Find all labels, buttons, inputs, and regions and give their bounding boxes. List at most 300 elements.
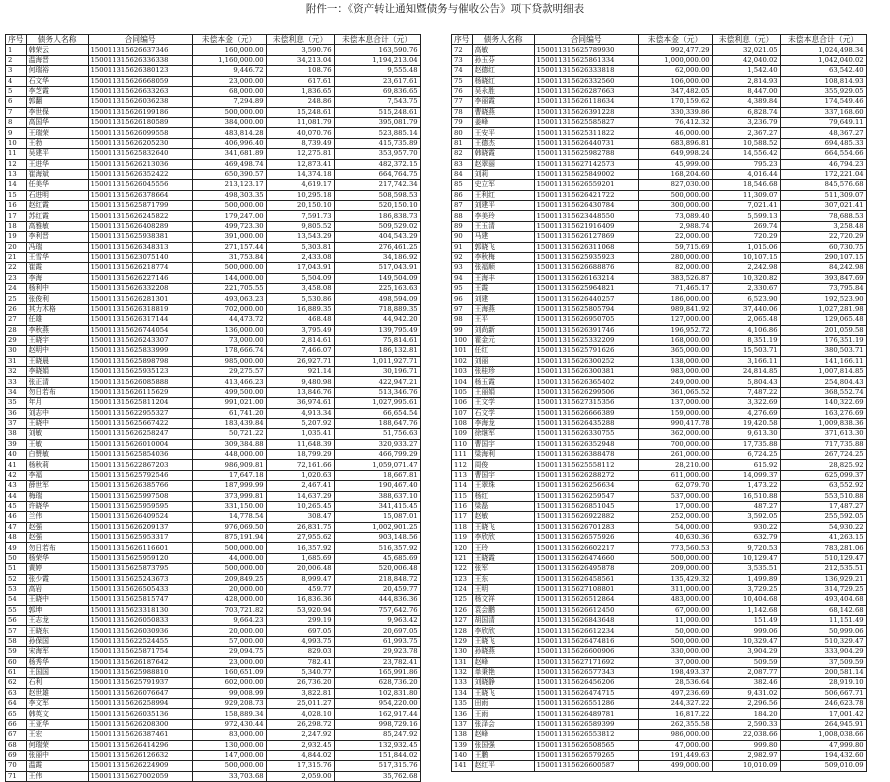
cell-contract: 150011315626391746 <box>534 325 638 335</box>
cell-interest: 9,480.98 <box>266 377 334 387</box>
cell-contract: 150011315622955327 <box>88 408 192 418</box>
cell-principal: 67,000.00 <box>638 605 712 615</box>
cell-debtor: 何瑞裕 <box>26 66 88 76</box>
cell-debtor: 霍金元 <box>472 335 534 345</box>
cell-total: 320,933.27 <box>334 439 420 449</box>
cell-interest: 829.03 <box>266 647 334 657</box>
table-row <box>452 616 867 626</box>
cell-contract: 150011315626456206 <box>534 678 638 688</box>
cell-debtor: 石文华 <box>26 76 88 86</box>
cell-no: 5 <box>6 86 27 96</box>
cell-principal: 448,000.00 <box>192 450 266 460</box>
cell-no: 6 <box>6 97 27 107</box>
cell-interest: 18,799.29 <box>266 450 334 460</box>
table-row <box>6 263 421 273</box>
cell-total: 3,258.48 <box>780 221 866 231</box>
table-row <box>6 169 421 179</box>
cell-principal: 493,063.23 <box>192 294 266 304</box>
cell-total: 783,281.06 <box>780 543 866 553</box>
cell-no: 46 <box>6 512 27 522</box>
cell-contract: 150011315625833999 <box>88 346 192 356</box>
cell-no: 97 <box>452 304 473 314</box>
cell-contract: 150011315625854036 <box>88 450 192 460</box>
cell-total: 493,404.68 <box>780 595 866 605</box>
cell-debtor: 赵德红 <box>472 66 534 76</box>
cell-debtor: 徐继军 <box>472 429 534 439</box>
table-row <box>6 66 421 76</box>
cell-principal: 186,000.00 <box>638 294 712 304</box>
cell-no: 31 <box>6 356 27 366</box>
cell-principal: 341,681.89 <box>192 149 266 159</box>
cell-interest: 16,889.35 <box>266 304 334 314</box>
cell-no: 28 <box>6 325 27 335</box>
table-row <box>452 408 867 418</box>
cell-contract: 150011315626589399 <box>534 719 638 729</box>
cell-no: 86 <box>452 190 473 200</box>
cell-no: 56 <box>6 616 27 626</box>
cell-interest: 12,873.41 <box>266 159 334 169</box>
cell-no: 82 <box>452 149 473 159</box>
cell-contract: 150011315626299506 <box>534 387 638 397</box>
cell-contract: 150011315623318130 <box>88 605 192 615</box>
cell-interest: 1,015.06 <box>712 242 780 252</box>
cell-interest: 3,592.05 <box>712 512 780 522</box>
cell-principal: 198,493.37 <box>638 667 712 677</box>
cell-no: 101 <box>452 346 473 356</box>
cell-debtor: 苏红霞 <box>26 211 88 221</box>
cell-no: 3 <box>6 66 27 76</box>
cell-total: 34,186.92 <box>334 252 420 262</box>
cell-principal: 650,390.57 <box>192 169 266 179</box>
cell-debtor: 高岩 <box>26 584 88 594</box>
table-row <box>6 761 421 771</box>
table-row <box>452 180 867 190</box>
cell-total: 108,814.93 <box>780 76 866 86</box>
cell-total: 482,372.15 <box>334 159 420 169</box>
cell-contract: 150011315626259547 <box>534 491 638 501</box>
cell-interest: 13,846.76 <box>266 387 334 397</box>
cell-contract: 150011315626474715 <box>534 688 638 698</box>
table-row <box>452 45 867 55</box>
cell-contract: 150011315625982788 <box>534 149 638 159</box>
cell-no: 117 <box>452 512 473 522</box>
cell-principal: 1,160,000.00 <box>192 55 266 65</box>
cell-total: 37,509.59 <box>780 657 866 667</box>
cell-no: 130 <box>452 647 473 657</box>
cell-total: 176,351.19 <box>780 335 866 345</box>
cell-no: 137 <box>452 719 473 729</box>
table-row <box>6 273 421 283</box>
cell-debtor: 冯瑞 <box>26 242 88 252</box>
cell-principal: 31,753.84 <box>192 252 266 262</box>
cell-contract: 150011315626414296 <box>88 740 192 750</box>
cell-principal: 483,000.00 <box>638 595 712 605</box>
cell-principal: 611,000.00 <box>638 470 712 480</box>
table-row <box>6 574 421 584</box>
cell-principal: 138,000.00 <box>638 356 712 366</box>
cell-total: 188,647.76 <box>334 418 420 428</box>
cell-total: 174,549.46 <box>780 97 866 107</box>
cell-total: 508,598.53 <box>334 190 420 200</box>
cell-total: 510,329.47 <box>780 636 866 646</box>
cell-no: 84 <box>452 169 473 179</box>
cell-interest: 8,739.49 <box>266 138 334 148</box>
cell-contract: 150011315626099558 <box>88 128 192 138</box>
cell-contract: 150011315626224909 <box>88 761 192 771</box>
cell-debtor: 田雨 <box>472 699 534 709</box>
cell-no: 27 <box>6 315 27 325</box>
cell-debtor: 王伟 <box>26 771 88 781</box>
table-row <box>452 356 867 366</box>
cell-no: 68 <box>6 740 27 750</box>
table-row <box>452 450 867 460</box>
header-interest: 未偿利息（元） <box>266 35 334 45</box>
cell-debtor: 周俊 <box>472 460 534 470</box>
cell-debtor: 刘晓静 <box>472 678 534 688</box>
cell-contract: 150011315626318819 <box>88 304 192 314</box>
cell-no: 122 <box>452 564 473 574</box>
cell-debtor: 李芝霞 <box>26 86 88 96</box>
header-debtor: 债务人名称 <box>472 35 534 45</box>
cell-debtor: 杨秋莉 <box>26 460 88 470</box>
cell-no: 67 <box>6 730 27 740</box>
cell-no: 40 <box>6 450 27 460</box>
cell-no: 2 <box>6 55 27 65</box>
header-debtor: 债务人名称 <box>26 35 88 45</box>
cell-principal: 347,482.05 <box>638 86 712 96</box>
cell-debtor: 王晓霞 <box>472 553 534 563</box>
cell-total: 44,942.20 <box>334 315 420 325</box>
cell-interest: 509.59 <box>712 657 780 667</box>
cell-principal: 990,417.78 <box>638 418 712 428</box>
cell-no: 104 <box>452 377 473 387</box>
cell-no: 50 <box>6 553 27 563</box>
cell-contract: 150011315626287663 <box>534 86 638 96</box>
table-row <box>452 501 867 511</box>
cell-contract: 150011315626474660 <box>534 553 638 563</box>
cell-interest: 248.86 <box>266 97 334 107</box>
table-row <box>452 128 867 138</box>
cell-interest: 308.47 <box>266 512 334 522</box>
cell-contract: 150011315626332560 <box>534 76 638 86</box>
cell-total: 264,945.91 <box>780 719 866 729</box>
cell-principal: 9,446.72 <box>192 66 266 76</box>
cell-interest: 2,467.41 <box>266 481 334 491</box>
cell-no: 134 <box>452 688 473 698</box>
cell-interest: 11,309.07 <box>712 190 780 200</box>
cell-interest: 53,920.94 <box>266 605 334 615</box>
cell-principal: 196,952.72 <box>638 325 712 335</box>
cell-principal: 602,000.00 <box>192 678 266 688</box>
cell-interest: 16,836.36 <box>266 595 334 605</box>
cell-contract: 150011315625935923 <box>534 252 638 262</box>
cell-total: 61,993.75 <box>334 636 420 646</box>
cell-debtor: 王晓晨 <box>26 356 88 366</box>
cell-no: 59 <box>6 647 27 657</box>
cell-no: 20 <box>6 242 27 252</box>
cell-total: 1,009,838.36 <box>780 418 866 428</box>
cell-interest: 72,161.66 <box>266 460 334 470</box>
cell-no: 105 <box>452 387 473 397</box>
table-row <box>452 470 867 480</box>
cell-contract: 150011315625558112 <box>534 460 638 470</box>
cell-total: 718,889.35 <box>334 304 420 314</box>
cell-principal: 54,000.00 <box>638 522 712 532</box>
cell-no: 30 <box>6 346 27 356</box>
cell-principal: 168,204.60 <box>638 169 712 179</box>
cell-contract: 150011315626575926 <box>534 533 638 543</box>
cell-contract: 150011315626612450 <box>534 605 638 615</box>
table-row <box>6 159 421 169</box>
cell-no: 33 <box>6 377 27 387</box>
cell-no: 139 <box>452 740 473 750</box>
table-row <box>452 201 867 211</box>
cell-interest: 2,059.00 <box>266 771 334 781</box>
cell-contract: 150011315626512864 <box>534 595 638 605</box>
cell-principal: 365,000.00 <box>638 346 712 356</box>
cell-total: 7,543.75 <box>334 97 420 107</box>
cell-interest: 3,729.25 <box>712 584 780 594</box>
table-header-row <box>452 35 867 45</box>
cell-principal: 500,000.00 <box>638 190 712 200</box>
cell-no: 83 <box>452 159 473 169</box>
cell-no: 72 <box>452 45 473 55</box>
cell-total: 172,221.04 <box>780 169 866 179</box>
cell-contract: 150011315626256634 <box>534 481 638 491</box>
cell-principal: 499,723.30 <box>192 221 266 231</box>
cell-contract: 150011315626391228 <box>534 107 638 117</box>
cell-interest: 3,236.79 <box>712 118 780 128</box>
cell-interest: 14,099.37 <box>712 470 780 480</box>
cell-no: 96 <box>452 294 473 304</box>
cell-contract: 150011315626116601 <box>88 543 192 553</box>
table-row <box>6 86 421 96</box>
cell-debtor: 张桂珍 <box>472 367 534 377</box>
table-row <box>6 667 421 677</box>
cell-no: 16 <box>6 201 27 211</box>
cell-principal: 57,000.00 <box>192 636 266 646</box>
table-row <box>452 315 867 325</box>
cell-interest: 10,404.68 <box>712 595 780 605</box>
cell-no: 21 <box>6 252 27 262</box>
cell-no: 91 <box>452 242 473 252</box>
cell-contract: 150011315626209137 <box>88 522 192 532</box>
cell-debtor: 郭坤 <box>26 605 88 615</box>
cell-no: 76 <box>452 86 473 96</box>
cell-principal: 106,000.00 <box>638 76 712 86</box>
cell-principal: 20,000.00 <box>192 626 266 636</box>
table-row <box>452 574 867 584</box>
cell-contract: 150011315625873795 <box>88 564 192 574</box>
cell-no: 62 <box>6 678 27 688</box>
cell-principal: 700,000.00 <box>638 439 712 449</box>
cell-principal: 252,000.00 <box>638 512 712 522</box>
cell-no: 120 <box>452 543 473 553</box>
cell-principal: 499,500.00 <box>192 387 266 397</box>
cell-contract: 150011315626602217 <box>534 543 638 553</box>
table-row <box>6 128 421 138</box>
table-row <box>452 512 867 522</box>
cell-interest: 8,999.47 <box>266 574 334 584</box>
table-row <box>6 439 421 449</box>
cell-total: 515,248.61 <box>334 107 420 117</box>
cell-no: 64 <box>6 699 27 709</box>
cell-total: 132,932.45 <box>334 740 420 750</box>
cell-contract: 150011315625959120 <box>88 553 192 563</box>
cell-no: 118 <box>452 522 473 532</box>
cell-total: 28,825.92 <box>780 460 866 470</box>
cell-total: 694,485.33 <box>780 138 866 148</box>
cell-total: 393,847.69 <box>780 273 866 283</box>
cell-debtor: 李欣欣 <box>472 533 534 543</box>
cell-debtor: 王海丰 <box>472 273 534 283</box>
header-interest: 未偿利息（元） <box>712 35 780 45</box>
cell-no: 57 <box>6 626 27 636</box>
cell-total: 757,642.76 <box>334 605 420 615</box>
cell-no: 9 <box>6 128 27 138</box>
cell-interest: 2,932.45 <box>266 740 334 750</box>
cell-principal: 330,000.00 <box>638 647 712 657</box>
cell-principal: 500,000.00 <box>638 553 712 563</box>
cell-interest: 921.14 <box>266 367 334 377</box>
table-row <box>452 138 867 148</box>
cell-total: 46,794.23 <box>780 159 866 169</box>
cell-no: 121 <box>452 553 473 563</box>
cell-debtor: 兰伟 <box>26 512 88 522</box>
cell-interest: 36,974.61 <box>266 398 334 408</box>
cell-total: 1,007,814.85 <box>780 367 866 377</box>
table-row <box>452 636 867 646</box>
cell-no: 36 <box>6 408 27 418</box>
cell-principal: 73,089.40 <box>638 211 712 221</box>
cell-no: 53 <box>6 584 27 594</box>
cell-total: 140,322.69 <box>780 398 866 408</box>
cell-principal: 178,666.74 <box>192 346 266 356</box>
cell-total: 517,043.91 <box>334 263 420 273</box>
cell-interest: 26,736.20 <box>266 678 334 688</box>
cell-no: 93 <box>452 263 473 273</box>
cell-interest: 27,955.62 <box>266 533 334 543</box>
cell-total: 212,535.51 <box>780 564 866 574</box>
cell-no: 66 <box>6 719 27 729</box>
cell-no: 110 <box>452 439 473 449</box>
cell-no: 69 <box>6 750 27 760</box>
cell-interest: 22,038.66 <box>712 730 780 740</box>
cell-principal: 183,439.84 <box>192 418 266 428</box>
cell-principal: 469,498.74 <box>192 159 266 169</box>
cell-principal: 773,560.53 <box>638 543 712 553</box>
cell-total: 353,957.70 <box>334 149 420 159</box>
cell-contract: 150011315626115629 <box>88 387 192 397</box>
cell-no: 58 <box>6 636 27 646</box>
cell-debtor: 杨晓红 <box>472 76 534 86</box>
cell-debtor: 曹国宇 <box>472 439 534 449</box>
cell-contract: 150011315626085888 <box>88 377 192 387</box>
table-row <box>6 481 421 491</box>
cell-no: 125 <box>452 595 473 605</box>
cell-contract: 150011315625935123 <box>88 367 192 377</box>
cell-total: 337,168.60 <box>780 107 866 117</box>
table-row <box>452 678 867 688</box>
cell-interest: 5,599.13 <box>712 211 780 221</box>
cell-debtor: 赵强 <box>26 533 88 543</box>
cell-interest: 12,275.81 <box>266 149 334 159</box>
cell-principal: 191,449.63 <box>638 750 712 760</box>
cell-no: 14 <box>6 180 27 190</box>
cell-no: 108 <box>452 418 473 428</box>
cell-contract: 150011315625815747 <box>88 595 192 605</box>
cell-debtor: 王晓中 <box>26 595 88 605</box>
cell-contract: 150011315627002059 <box>88 771 192 781</box>
table-row <box>6 470 421 480</box>
cell-total: 628,736.20 <box>334 678 420 688</box>
cell-principal: 160,651.09 <box>192 667 266 677</box>
cell-no: 103 <box>452 367 473 377</box>
cell-contract: 150011315627171692 <box>534 657 638 667</box>
cell-debtor: 史立军 <box>472 180 534 190</box>
cell-interest: 487.27 <box>712 501 780 511</box>
cell-no: 35 <box>6 398 27 408</box>
cell-total: 151,844.02 <box>334 750 420 760</box>
cell-no: 25 <box>6 294 27 304</box>
cell-interest: 17,043.91 <box>266 263 334 273</box>
cell-debtor: 高敏 <box>472 45 534 55</box>
cell-principal: 7,294.89 <box>192 97 266 107</box>
cell-interest: 1,142.68 <box>712 605 780 615</box>
cell-no: 109 <box>452 429 473 439</box>
cell-principal: 221,705.55 <box>192 284 266 294</box>
cell-contract: 150011315626950705 <box>534 315 638 325</box>
cell-debtor: 赵敏 <box>472 512 534 522</box>
table-row <box>6 678 421 688</box>
cell-debtor: 赵红平 <box>472 761 534 771</box>
cell-total: 163,590.76 <box>334 45 420 55</box>
cell-interest: 1,836.65 <box>266 86 334 96</box>
cell-principal: 497,236.69 <box>638 688 712 698</box>
cell-no: 48 <box>6 533 27 543</box>
cell-principal: 168,000.00 <box>638 335 712 345</box>
table-row <box>6 740 421 750</box>
cell-total: 186,838.73 <box>334 211 420 221</box>
cell-contract: 150011315625332209 <box>534 335 638 345</box>
table-row <box>452 730 867 740</box>
cell-no: 49 <box>6 543 27 553</box>
table-row <box>452 481 867 491</box>
cell-contract: 150011315622867203 <box>88 460 192 470</box>
cell-no: 98 <box>452 315 473 325</box>
cell-contract: 150011315626199186 <box>88 107 192 117</box>
cell-debtor: 吴建平 <box>26 149 88 159</box>
cell-total: 18,667.81 <box>334 470 420 480</box>
cell-total: 523,885.14 <box>334 128 420 138</box>
table-row <box>452 626 867 636</box>
cell-no: 70 <box>6 761 27 771</box>
cell-principal: 59,715.69 <box>638 242 712 252</box>
cell-interest: 15,248.61 <box>266 107 334 117</box>
table-row <box>6 429 421 439</box>
cell-debtor: 胡国清 <box>472 616 534 626</box>
cell-total: 1,027,281.98 <box>780 304 866 314</box>
cell-debtor: 高国华 <box>26 118 88 128</box>
cell-interest: 795.23 <box>712 159 780 169</box>
cell-contract: 150011315626600587 <box>534 761 638 771</box>
cell-interest: 5,804.43 <box>712 377 780 387</box>
cell-total: 368,552.74 <box>780 387 866 397</box>
cell-total: 380,503.71 <box>780 346 866 356</box>
table-row <box>452 325 867 335</box>
cell-debtor: 王志龙 <box>26 616 88 626</box>
table-row <box>452 242 867 252</box>
